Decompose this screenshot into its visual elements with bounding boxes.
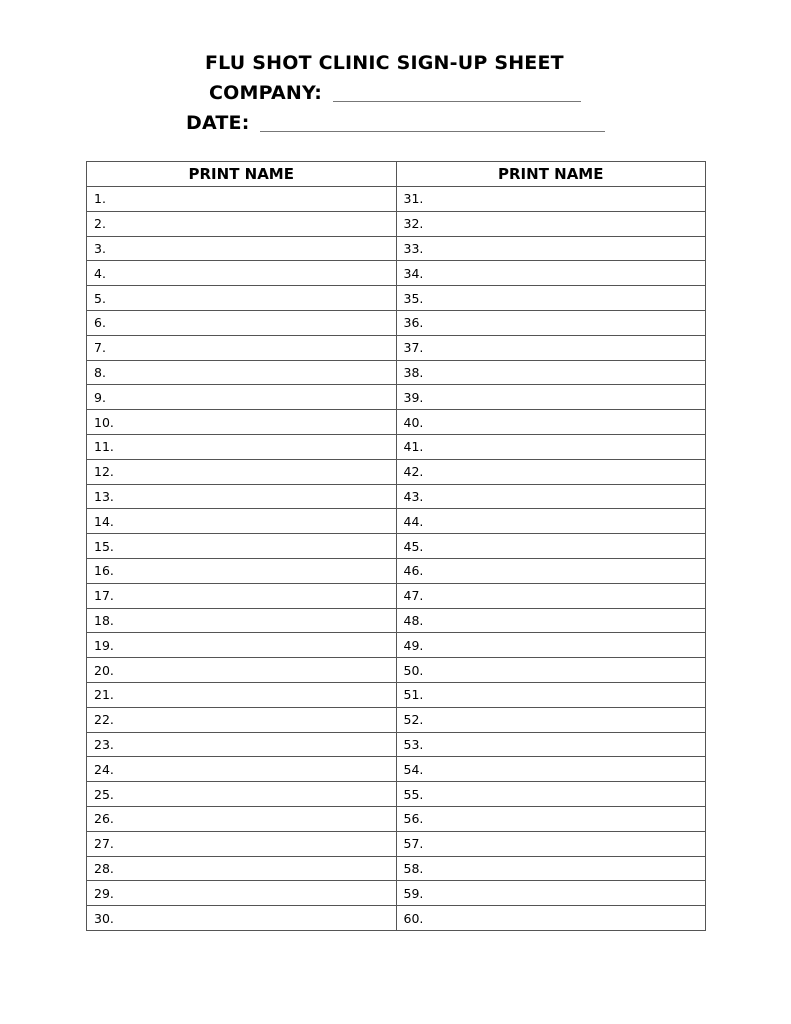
name-entry-cell-right[interactable]: 40. [396, 410, 706, 435]
name-entry-cell-left[interactable]: 18. [87, 608, 397, 633]
table-row [87, 633, 706, 658]
table-row [87, 583, 706, 608]
name-entry-cell-left[interactable]: 15. [87, 534, 397, 559]
table-row [87, 534, 706, 559]
table-header-row [87, 162, 706, 187]
name-entry-cell-left[interactable]: 8. [87, 360, 397, 385]
table-row [87, 410, 706, 435]
table-row [87, 261, 706, 286]
table-row [87, 385, 706, 410]
table-row [87, 286, 706, 311]
name-entry-cell-left[interactable]: 3. [87, 236, 397, 261]
name-entry-cell-left[interactable]: 24. [87, 757, 397, 782]
table-row [87, 782, 706, 807]
name-entry-cell-right[interactable]: 58. [396, 856, 706, 881]
table-row [87, 707, 706, 732]
name-entry-cell-right[interactable]: 46. [396, 558, 706, 583]
page-title: FLU SHOT CLINIC SIGN-UP SHEET [205, 52, 564, 74]
name-entry-cell-left[interactable]: 21. [87, 682, 397, 707]
name-entry-cell-right[interactable]: 55. [396, 782, 706, 807]
name-entry-cell-left[interactable]: 2. [87, 211, 397, 236]
table-row [87, 856, 706, 881]
table-row [87, 831, 706, 856]
name-entry-cell-right[interactable]: 51. [396, 682, 706, 707]
name-entry-cell-left[interactable]: 6. [87, 310, 397, 335]
name-entry-cell-left[interactable]: 29. [87, 881, 397, 906]
name-entry-cell-right[interactable]: 34. [396, 261, 706, 286]
date-field[interactable] [260, 131, 605, 132]
name-entry-cell-left[interactable]: 9. [87, 385, 397, 410]
name-entry-cell-left[interactable]: 13. [87, 484, 397, 509]
table-row [87, 211, 706, 236]
table-row [87, 806, 706, 831]
name-entry-cell-left[interactable]: 25. [87, 782, 397, 807]
name-entry-cell-right[interactable]: 47. [396, 583, 706, 608]
table-row [87, 509, 706, 534]
name-entry-cell-left[interactable]: 19. [87, 633, 397, 658]
name-entry-cell-right[interactable]: 32. [396, 211, 706, 236]
name-entry-cell-left[interactable]: 12. [87, 459, 397, 484]
column-header-print-name-right: PRINT NAME [396, 162, 706, 187]
name-entry-cell-left[interactable]: 20. [87, 658, 397, 683]
table-row [87, 558, 706, 583]
name-entry-cell-left[interactable]: 11. [87, 434, 397, 459]
name-entry-cell-left[interactable]: 17. [87, 583, 397, 608]
table-row [87, 434, 706, 459]
name-entry-cell-right[interactable]: 44. [396, 509, 706, 534]
name-entry-cell-right[interactable]: 43. [396, 484, 706, 509]
name-entry-cell-right[interactable]: 50. [396, 658, 706, 683]
company-field[interactable] [333, 101, 581, 102]
name-entry-cell-left[interactable]: 28. [87, 856, 397, 881]
name-entry-cell-right[interactable]: 59. [396, 881, 706, 906]
name-entry-cell-left[interactable]: 23. [87, 732, 397, 757]
name-entry-cell-right[interactable]: 31. [396, 187, 706, 212]
name-entry-cell-left[interactable]: 26. [87, 806, 397, 831]
name-entry-cell-right[interactable]: 41. [396, 434, 706, 459]
name-entry-cell-right[interactable]: 52. [396, 707, 706, 732]
column-header-print-name-left: PRINT NAME [87, 162, 397, 187]
name-entry-cell-right[interactable]: 60. [396, 906, 706, 931]
name-entry-cell-right[interactable]: 38. [396, 360, 706, 385]
name-entry-cell-right[interactable]: 54. [396, 757, 706, 782]
name-entry-cell-left[interactable]: 14. [87, 509, 397, 534]
table-row [87, 310, 706, 335]
table-row [87, 236, 706, 261]
name-entry-cell-left[interactable]: 30. [87, 906, 397, 931]
name-entry-cell-left[interactable]: 27. [87, 831, 397, 856]
name-entry-cell-right[interactable]: 57. [396, 831, 706, 856]
table-row [87, 906, 706, 931]
name-entry-cell-left[interactable]: 22. [87, 707, 397, 732]
name-entry-cell-right[interactable]: 53. [396, 732, 706, 757]
table-row [87, 732, 706, 757]
signup-table-body [87, 187, 706, 931]
table-row [87, 484, 706, 509]
table-row [87, 658, 706, 683]
table-row [87, 757, 706, 782]
name-entry-cell-right[interactable]: 56. [396, 806, 706, 831]
name-entry-cell-right[interactable]: 37. [396, 335, 706, 360]
name-entry-cell-right[interactable]: 49. [396, 633, 706, 658]
table-row [87, 335, 706, 360]
name-entry-cell-left[interactable]: 10. [87, 410, 397, 435]
name-entry-cell-left[interactable]: 5. [87, 286, 397, 311]
name-entry-cell-right[interactable]: 33. [396, 236, 706, 261]
name-entry-cell-right[interactable]: 39. [396, 385, 706, 410]
table-row [87, 187, 706, 212]
name-entry-cell-left[interactable]: 1. [87, 187, 397, 212]
name-entry-cell-right[interactable]: 45. [396, 534, 706, 559]
table-row [87, 881, 706, 906]
table-row [87, 682, 706, 707]
table-row [87, 360, 706, 385]
name-entry-cell-left[interactable]: 7. [87, 335, 397, 360]
table-row [87, 608, 706, 633]
table-row [87, 459, 706, 484]
name-entry-cell-left[interactable]: 16. [87, 558, 397, 583]
name-entry-cell-left[interactable]: 4. [87, 261, 397, 286]
signup-table [86, 161, 706, 931]
name-entry-cell-right[interactable]: 35. [396, 286, 706, 311]
name-entry-cell-right[interactable]: 48. [396, 608, 706, 633]
name-entry-cell-right[interactable]: 42. [396, 459, 706, 484]
date-label: DATE: [186, 112, 250, 134]
company-label: COMPANY: [209, 82, 323, 104]
name-entry-cell-right[interactable]: 36. [396, 310, 706, 335]
